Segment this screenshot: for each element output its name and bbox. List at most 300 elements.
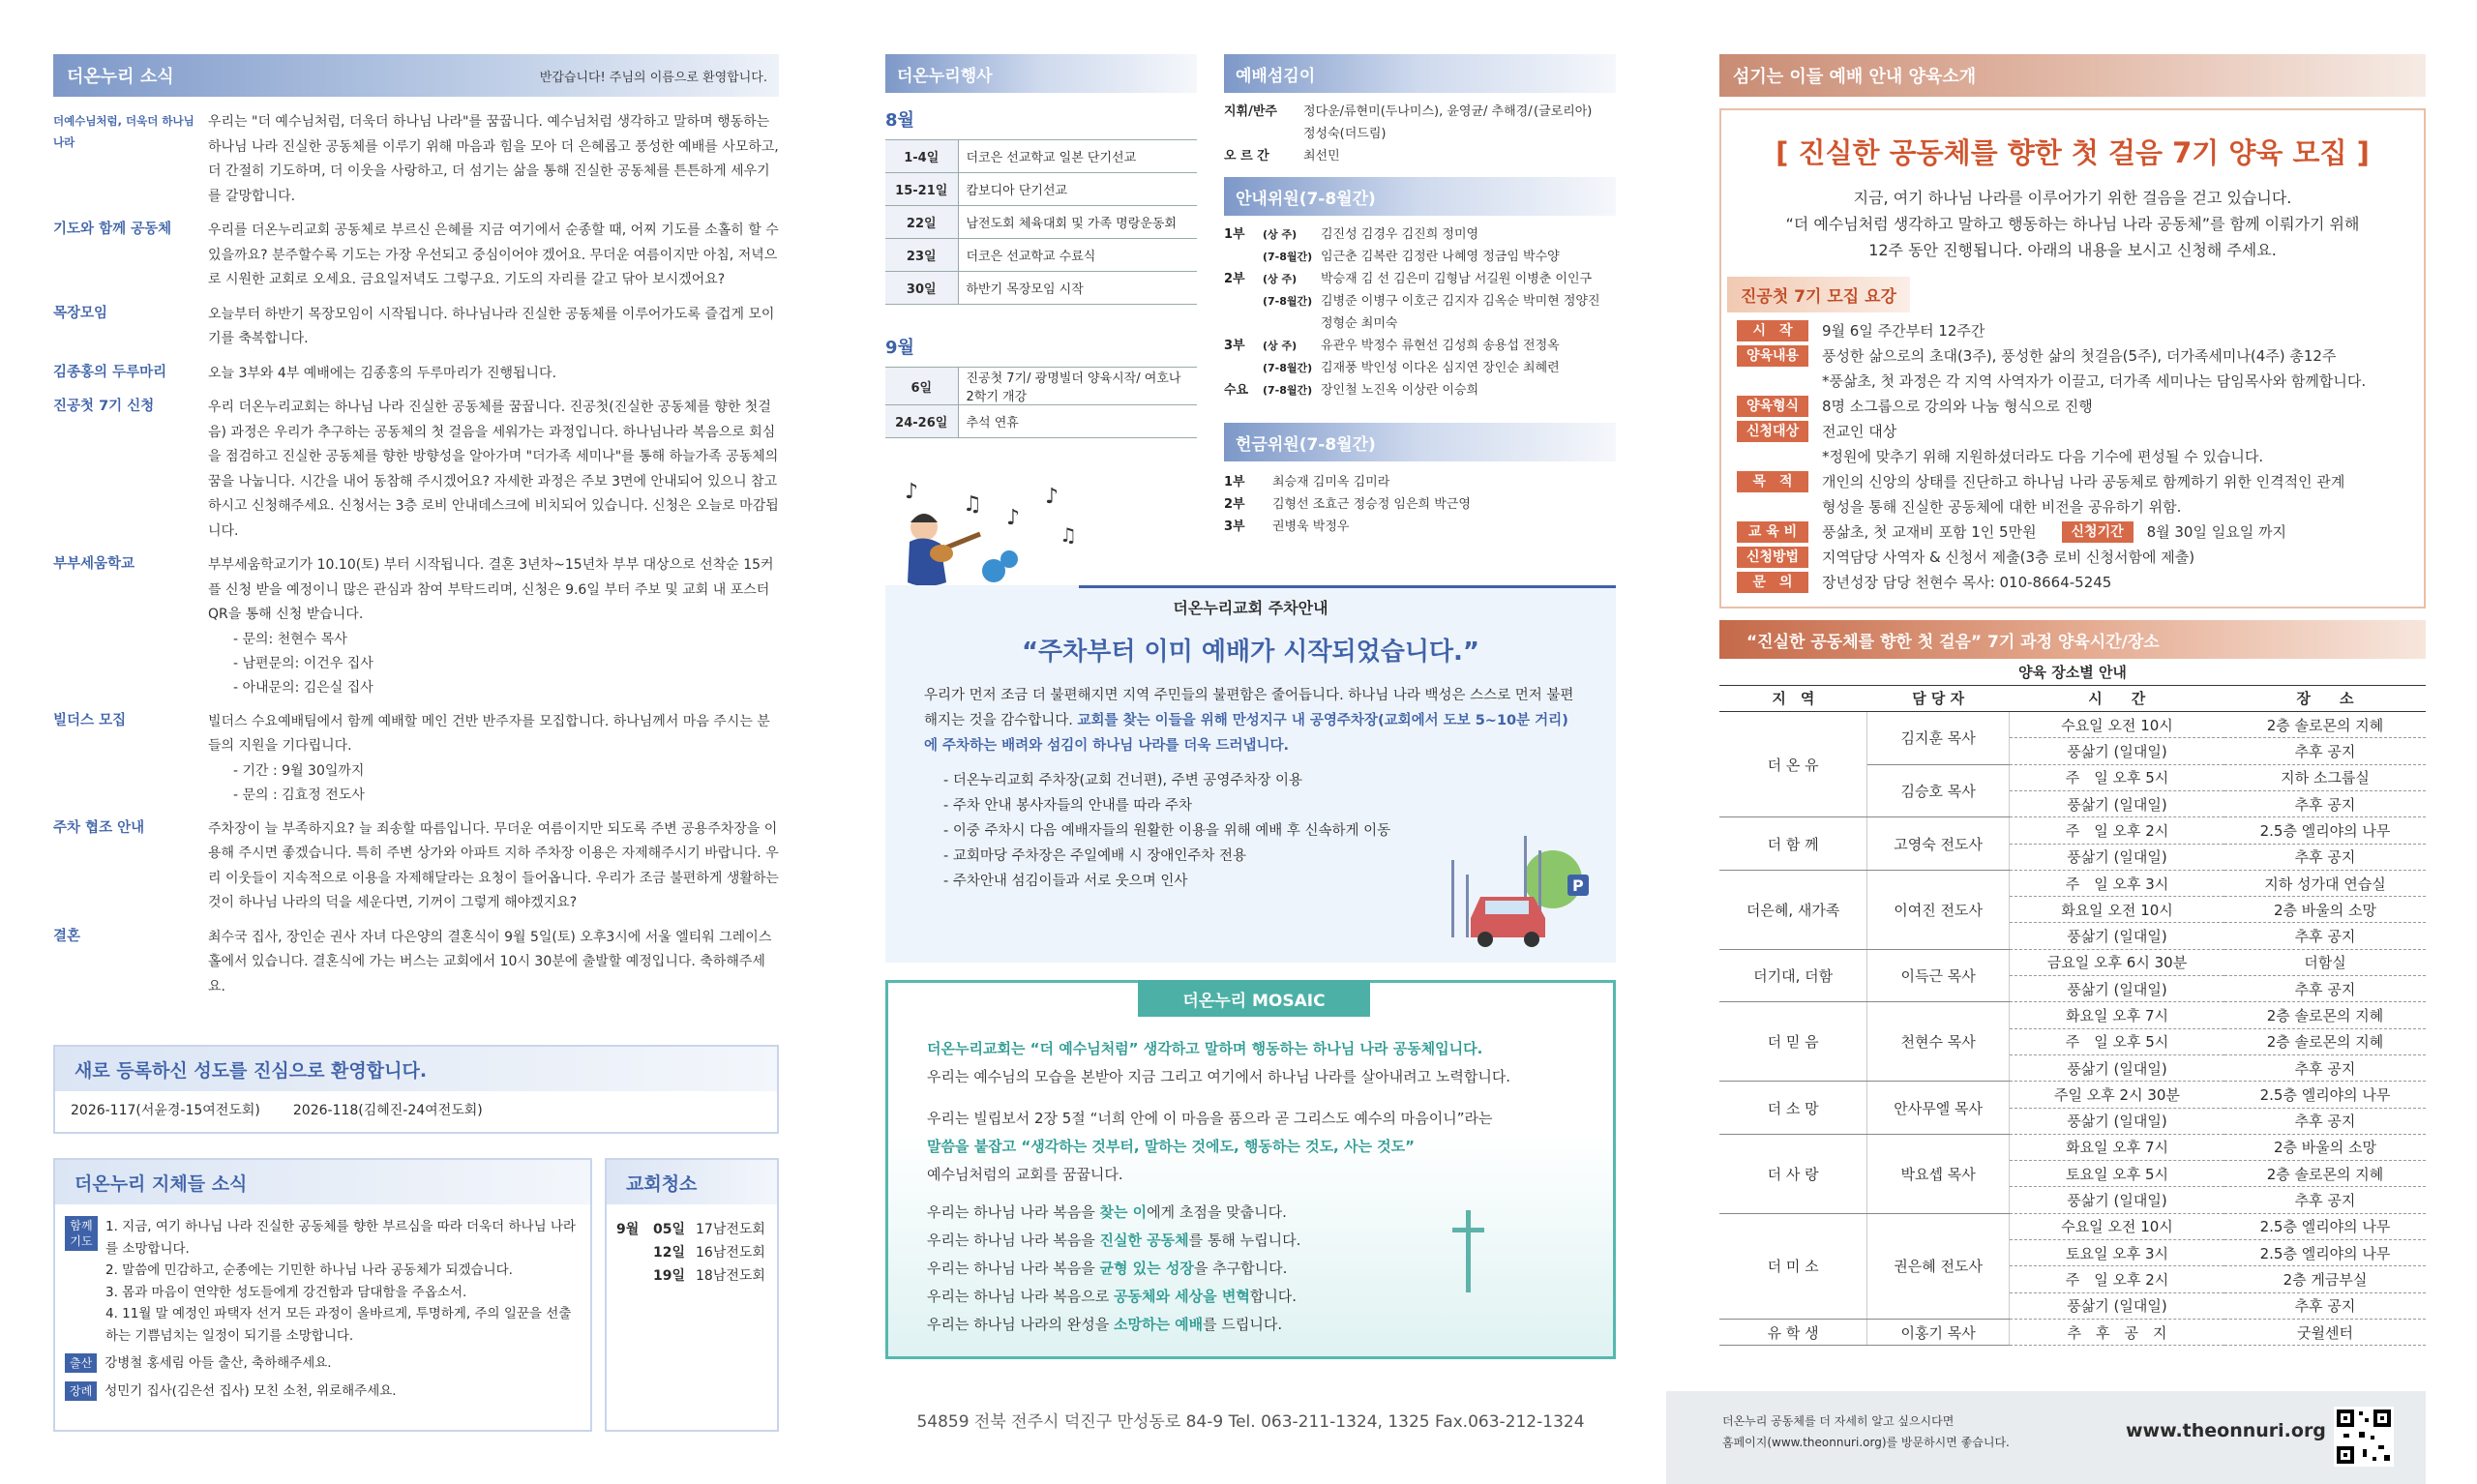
guide-type: (7-8월간) xyxy=(1263,384,1313,397)
schedule-region: 더 함 께 xyxy=(1719,817,1867,871)
news-item xyxy=(53,219,779,293)
cross-icon xyxy=(1445,1210,1493,1297)
schedule-col-header: 시 간 xyxy=(2009,685,2224,711)
news-text: 오늘부터 하반기 목장모임이 시작됩니다. 하나님나라 진실한 공동체를 이루어가도록 즐겁게 모이기를 축복합니다. xyxy=(208,306,775,346)
news-item xyxy=(53,396,779,544)
news-sub: - 문의: 천현수 목사 xyxy=(233,631,347,647)
guide-row xyxy=(1224,223,1616,246)
event-date: 24-26일 xyxy=(885,405,958,438)
news-subtitle: 반갑습니다! 주님의 이름으로 환영합니다. xyxy=(539,70,767,85)
news-title: 더온누리 소식 xyxy=(67,67,174,87)
guide-type: (상 주) xyxy=(1263,273,1298,285)
cleaning-title: 교회청소 xyxy=(607,1160,777,1204)
mosaic-line-text: 를 통해 누립니다. xyxy=(1188,1232,1301,1249)
schedule-leader: 이득근 목사 xyxy=(1867,949,2010,1002)
news-sub: - 문의 : 김효정 전도사 xyxy=(233,787,365,803)
cleaning-box xyxy=(605,1158,779,1432)
cleaning-team: 17남전도회 xyxy=(696,1222,765,1237)
schedule-row xyxy=(1719,817,2426,844)
schedule-header: “진실한 공동체를 향한 첫 걸음” 7기 과정 양육시간/장소 xyxy=(1719,620,2426,659)
mosaic-line-highlight: 찾는 이 xyxy=(1099,1203,1148,1221)
offering-names: 김형선 조효근 정승정 임은희 박근영 xyxy=(1272,497,1471,512)
recruit-label xyxy=(1737,371,1808,392)
recruit-value: 9월 6일 주간부터 12주간 xyxy=(1822,322,1985,340)
recruit-row xyxy=(1721,444,2424,469)
schedule-time: 화요일 오후 7시 xyxy=(2009,1002,2224,1028)
prayer-item: 2. 말씀에 민감하고, 순종에는 기민한 하나님 나라 공동체가 되겠습니다. xyxy=(105,1262,513,1278)
guide-row xyxy=(1224,290,1616,335)
schedule-header-row xyxy=(1719,685,2426,711)
worship-row xyxy=(1224,145,1616,167)
birth-news: 강병철 홍세림 아들 출산, 축하해주세요. xyxy=(104,1355,332,1371)
offering-row xyxy=(1224,493,1616,516)
news-item xyxy=(53,362,779,387)
schedule-place: 더함실 xyxy=(2224,949,2426,975)
event-title: 캄보디아 단기선교 xyxy=(958,173,1197,206)
guide-names: 박승재 김 선 김은미 김형남 서길원 이병춘 이인구 xyxy=(1321,272,1593,286)
qr-code-icon[interactable] xyxy=(2334,1407,2394,1467)
schedule-time: 주 일 오후 5시 xyxy=(2009,764,2224,790)
news-sub: - 아내문의: 김은실 집사 xyxy=(233,679,373,696)
recruit-intro: 12주 동안 진행됩니다. 아래의 내용을 보시고 신청해 주세요. xyxy=(1868,241,2277,259)
offering-service: 3부 xyxy=(1224,519,1245,534)
schedule-row xyxy=(1719,712,2426,738)
mosaic-line-highlight: 진실한 공동체 xyxy=(1099,1232,1189,1249)
guide-row xyxy=(1224,357,1616,379)
recruit-label: 양육내용 xyxy=(1737,345,1808,367)
music-illustration-icon xyxy=(885,474,1084,595)
svg-text:♪: ♪ xyxy=(1045,485,1059,509)
schedule-time: 풍삶기 (일대일) xyxy=(2009,790,2224,816)
mosaic-line-text: 우리는 하나님 나라 복음을 xyxy=(927,1203,1100,1221)
recruit-row xyxy=(1721,469,2424,494)
schedule-place: 추후 공지 xyxy=(2224,976,2426,1002)
mosaic-text: 말씀을 붙잡고 “생각하는 것부터, 말하는 것에도, 행동하는 것도, 사는 것도” xyxy=(927,1138,1416,1155)
mosaic-line-highlight: 공동체와 세상을 변혁 xyxy=(1113,1288,1250,1305)
cleaning-month: 9월 xyxy=(616,1222,640,1237)
mosaic-line xyxy=(927,1227,1613,1255)
recruit-label: 신청대상 xyxy=(1737,421,1808,442)
schedule-region: 더 소 망 xyxy=(1719,1082,1867,1135)
schedule-time: 주 일 오후 5시 xyxy=(2009,1028,2224,1054)
news-item xyxy=(53,710,779,808)
event-row xyxy=(885,368,1197,405)
guide-header: 안내위원(7-8월간) xyxy=(1224,177,1616,216)
recruit-value: 풍삶초, 첫 교재비 포함 1인 5만원 xyxy=(1822,523,2037,541)
cleaning-team: 18남전도회 xyxy=(696,1268,765,1284)
news-text: 부부세움학교기가 10.10(토) 부터 시작됩니다. 결혼 3년차~15년차 부부 대상으로 선착순 15커플 신청 받을 예정이니 많은 관심과 참여 부탁드리며, 신청은 9.6일 부터 주보 및 교회 내 포스터 QR을 통해 신청 받습니다. xyxy=(208,557,774,622)
branch-news-box xyxy=(53,1158,592,1432)
welcome-item: 2026-118(김혜진-24여전도회) xyxy=(292,1103,483,1118)
welcome-item: 2026-117(서윤경-15여전도회) xyxy=(71,1103,260,1118)
worship-role: 지휘/반주 xyxy=(1224,104,1277,119)
schedule-time: 풍삶기 (일대일) xyxy=(2009,1292,2224,1319)
recruit-subheader: 진공첫 7기 모집 요강 xyxy=(1727,277,1910,312)
offering-row xyxy=(1224,471,1616,493)
news-label: 부부세움학교 xyxy=(53,556,135,572)
recruit-label: 신청기간 xyxy=(2062,521,2134,543)
mosaic-line-text: 를 드립니다. xyxy=(1203,1316,1283,1333)
recruit-row xyxy=(1721,494,2424,519)
event-title: 추석 연휴 xyxy=(958,405,1197,438)
news-text: 우리는 "더 예수님처럼, 더욱더 하나님 나라"를 꿈꿉니다. 예수님처럼 생각하고 말하며 행동하는 하나님 나라 진실한 공동체를 이루기 위해 마음과 힘을 모아 더 은혜롭고 풍성한 예배를 사모하고, 더 간절히 기도하며, 더 이웃을 사랑하고, 더 섬기는 삶을 통해 진실한 공동체를 튼튼하게 세우기를 갈망합니다. xyxy=(208,114,779,204)
schedule-place: 2층 게금부실 xyxy=(2224,1266,2426,1292)
schedule-row xyxy=(1719,1082,2426,1108)
schedule-col-header: 장 소 xyxy=(2224,685,2426,711)
schedule-time: 풍삶기 (일대일) xyxy=(2009,1054,2224,1081)
schedule-leader: 이홍기 목사 xyxy=(1867,1319,2010,1345)
schedule-place: 2층 솔로몬의 지혜 xyxy=(2224,1002,2426,1028)
september-table xyxy=(885,367,1197,438)
parking-headline: “주차부터 이미 예배가 시작되었습니다.” xyxy=(1021,638,1480,667)
event-date: 15-21일 xyxy=(885,173,958,206)
schedule-place: 추후 공지 xyxy=(2224,790,2426,816)
schedule-region: 더 믿 음 xyxy=(1719,1002,1867,1082)
recruit-row xyxy=(1721,369,2424,394)
schedule-place: 2.5층 엘리야의 나무 xyxy=(2224,1240,2426,1266)
mosaic-line xyxy=(927,1199,1613,1227)
schedule-place: 2층 솔로몬의 지혜 xyxy=(2224,712,2426,738)
schedule-time: 수요일 오전 10시 xyxy=(2009,1213,2224,1239)
events-header: 더온누리행사 xyxy=(885,54,1197,93)
schedule-place: 2.5층 엘리야의 나무 xyxy=(2224,1082,2426,1108)
news-text: 빌더스 수요예배팀에서 함께 예배할 메인 건반 반주자를 모집합니다. 하나님께서 마음 주시는 분들의 지원을 기다립니다. xyxy=(208,713,770,754)
guide-names: 임근춘 김복란 김정란 나혜영 정금임 박수양 xyxy=(1321,250,1560,264)
news-body xyxy=(208,110,779,209)
guide-row xyxy=(1224,335,1616,357)
prayer-item: 3. 몸과 마음이 연약한 성도들에게 강건함과 담대함을 주옵소서. xyxy=(105,1284,467,1300)
mosaic-line-text: 우리는 하나님 나라 복음을 xyxy=(927,1260,1100,1277)
event-date: 23일 xyxy=(885,239,958,272)
event-row xyxy=(885,239,1197,272)
mosaic-line xyxy=(927,1311,1613,1339)
schedule-leader: 김승호 목사 xyxy=(1867,764,2010,817)
svg-text:♫: ♫ xyxy=(1059,523,1077,547)
news-text: 우리 더온누리교회는 하나님 나라 진실한 공동체를 꿈꿉니다. 진공첫(진실한 공동체를 향한 첫걸음) 과정은 우리가 추구하는 공동체의 첫 걸음을 세워가는 과정입니다. 하나님나라 복음으로 회심을 점검하고 진실한 공동체를 향한 방향성을 알아가며 "더가족 세미나"를 통해 하늘가족 공동체의 꿈을 나눕니다. 시간을 내어 동참해 주시겠어요? 자세한 과정은 주보 3면에 안내되어 있으니 참고하시고 신청해주세요. 신청서는 3층 로비 안내데스크에 비치되어 있습니다. 신청은 오늘로 마감됩니다. xyxy=(208,400,779,539)
news-body xyxy=(208,362,779,387)
prayer-item: 4. 11월 말 예정인 파택자 선거 모든 과정이 올바르게, 투명하게, 주의 일꾼을 선출하는 기쁨넘치는 일정이 되기를 소망합니다. xyxy=(105,1306,572,1344)
schedule-place: 2층 솔로몬의 지혜 xyxy=(2224,1161,2426,1187)
website-link[interactable]: www.theonnuri.org xyxy=(2126,1420,2326,1441)
guide-names: 김진성 김경우 김진희 정미영 xyxy=(1321,227,1479,242)
mosaic-line-text: 합니다. xyxy=(1249,1288,1298,1305)
news-body xyxy=(208,710,779,808)
news-body xyxy=(208,926,779,1000)
news-body xyxy=(208,219,779,293)
schedule-time: 주일 오후 2시 30분 xyxy=(2009,1082,2224,1108)
parking-rule: - 교회마당 주차장은 주일예배 시 장애인주차 전용 xyxy=(943,848,1247,864)
recruit-row xyxy=(1721,394,2424,419)
recruit-label: 교 육 비 xyxy=(1737,521,1808,543)
schedule-row xyxy=(1719,949,2426,975)
cleaning-day: 05일 xyxy=(653,1222,686,1237)
column-training xyxy=(1719,0,2426,1484)
schedule-place: 추후 공지 xyxy=(2224,1292,2426,1319)
mosaic-line xyxy=(927,1283,1613,1311)
schedule-row xyxy=(1719,1213,2426,1239)
parking-section xyxy=(885,585,1616,963)
svg-text:♪: ♪ xyxy=(905,480,919,504)
training-header xyxy=(1719,54,2426,97)
cleaning-team: 16남전도회 xyxy=(696,1245,765,1261)
schedule-place: 추후 공지 xyxy=(2224,844,2426,870)
schedule-region: 유 학 생 xyxy=(1719,1319,1867,1345)
mosaic-text: 우리는 예수님의 모습을 본받아 지금 그리고 여기에서 하나님 나라를 살아내려고 노력합니다. xyxy=(927,1068,1511,1085)
guide-service: 수요 xyxy=(1224,383,1249,398)
mosaic-text: 예수님처럼의 교회를 꿈꿉니다. xyxy=(927,1166,1123,1183)
news-text: 오늘 3부와 4부 예배에는 김종홍의 두루마리가 진행됩니다. xyxy=(208,365,557,381)
recruit-value: *풍삶초, 첫 과정은 각 지역 사역자가 이끌고, 더가족 세미나는 담임목사와 함께합니다. xyxy=(1822,372,2367,390)
schedule-place: 굿윌센터 xyxy=(2224,1319,2426,1345)
news-header xyxy=(53,54,779,97)
schedule-time: 풍삶기 (일대일) xyxy=(2009,1108,2224,1134)
schedule-region: 더 미 소 xyxy=(1719,1213,1867,1319)
branch-news-title: 더온누리 지체들 소식 xyxy=(55,1160,590,1204)
news-text: 주차장이 늘 부족하지요? 늘 죄송할 따름입니다. 무더운 여름이지만 되도록 주변 공용주차장을 이용해 주시면 좋겠습니다. 특히 주변 상가와 아파트 지하 주차장 이용은 자제해주시기 바랍니다. 우리 이웃들이 지속적으로 이용을 자제해달라는 요청이 들어옵니다. 우리가 조금 불편하게 생활하는 것이 하나님 나라의 덕을 세운다면, 기꺼이 그렇게 해야겠지요? xyxy=(208,820,779,910)
worship-extra: (글로리아) xyxy=(1534,104,1593,119)
schedule-time: 풍삶기 (일대일) xyxy=(2009,844,2224,870)
guide-service: 1부 xyxy=(1224,227,1245,242)
worship-names: 정다운/류현미(두나미스), 윤영균/ 추해경/정성숙(더드림) xyxy=(1303,104,1533,141)
column-events xyxy=(885,0,1616,1484)
news-label: 목장모임 xyxy=(53,305,108,321)
schedule-region: 더 사 랑 xyxy=(1719,1134,1867,1213)
recruit-row xyxy=(1721,545,2424,570)
guide-names: 김재풍 박인성 이다온 심지연 장인순 최혜련 xyxy=(1321,361,1560,375)
mosaic-text: 우리는 빌립보서 2장 5절 “너희 안에 이 마음을 품으라 곧 그리스도 예수의 마음이니”라는 xyxy=(927,1110,1493,1127)
recruit-value: 형성을 통해 진실한 공동체에 대한 비전을 공유하기 위함. xyxy=(1822,498,2182,516)
schedule-leader: 안사무엘 목사 xyxy=(1867,1082,2010,1135)
mosaic-line-text: 을 추구합니다. xyxy=(1193,1260,1288,1277)
schedule-place: 2.5층 엘리야의 나무 xyxy=(2224,1213,2426,1239)
footer-box xyxy=(1666,1391,2426,1484)
recruit-row xyxy=(1721,419,2424,444)
schedule-row xyxy=(1719,1134,2426,1160)
schedule-place: 추후 공지 xyxy=(2224,738,2426,764)
event-row xyxy=(885,140,1197,173)
parking-rule: - 주차 안내 봉사자들의 안내를 따라 주차 xyxy=(943,798,1192,814)
news-sub: - 기간 : 9월 30일까지 xyxy=(233,762,365,779)
mosaic-line-text: 에게 초점을 맞춥니다. xyxy=(1147,1203,1287,1221)
welcome-box xyxy=(53,1045,779,1134)
recruit-box xyxy=(1719,108,2426,608)
funeral-tag: 장례 xyxy=(65,1381,97,1401)
cleaning-day: 19일 xyxy=(653,1268,686,1284)
guide-names: 유관우 박정수 류현선 김성희 송용섭 전정옥 xyxy=(1321,339,1560,353)
guide-row xyxy=(1224,379,1616,401)
schedule-time: 풍삶기 (일대일) xyxy=(2009,1187,2224,1213)
guide-service xyxy=(1224,290,1263,335)
schedule-leader: 이여진 전도사 xyxy=(1867,870,2010,949)
news-label: 결혼 xyxy=(53,928,81,944)
recruit-label xyxy=(1737,446,1808,467)
recruit-intro: “더 예수님처럼 생각하고 말하고 행동하는 하나님 나라 공동체”를 함께 이뤄가기 위해 xyxy=(1785,215,2360,233)
recruit-value: 지역담당 사역자 & 신청서 제출(3층 로비 신청서함에 제출) xyxy=(1822,549,2195,566)
schedule-place: 2.5층 엘리야의 나무 xyxy=(2224,817,2426,844)
event-row xyxy=(885,206,1197,239)
offering-service: 2부 xyxy=(1224,497,1245,512)
offering-service: 1부 xyxy=(1224,475,1245,490)
schedule-place: 지하 소그룹실 xyxy=(2224,764,2426,790)
guide-names: 장인철 노진옥 이상란 이승희 xyxy=(1321,383,1479,398)
event-row xyxy=(885,405,1197,438)
mosaic-line-text: 우리는 하나님 나라 복음을 xyxy=(927,1232,1100,1249)
worship-header: 예배섬김이 xyxy=(1224,54,1616,93)
mosaic-line-text: 우리는 하나님 나라 복음으로 xyxy=(927,1288,1114,1305)
worship-role: 오 르 간 xyxy=(1224,149,1269,163)
news-label: 기도와 함께 공동체 xyxy=(53,222,172,237)
recruit-label: 목 적 xyxy=(1737,471,1808,492)
schedule-time: 주 일 오후 2시 xyxy=(2009,817,2224,844)
schedule-col-header: 담 당 자 xyxy=(1867,685,2010,711)
event-date: 6일 xyxy=(885,368,958,405)
parking-rule: - 주차안내 섬김이들과 서로 웃으며 인사 xyxy=(943,874,1188,889)
schedule-top: 양육 장소별 안내 xyxy=(1719,659,2426,685)
guide-service xyxy=(1224,246,1263,268)
news-item xyxy=(53,110,779,209)
schedule-time: 토요일 오후 3시 xyxy=(2009,1240,2224,1266)
event-date: 22일 xyxy=(885,206,958,239)
guide-row xyxy=(1224,246,1616,268)
mosaic-line-highlight: 균형 있는 성장 xyxy=(1099,1260,1194,1277)
schedule-place: 2층 솔로몬의 지혜 xyxy=(2224,1028,2426,1054)
recruit-row xyxy=(1721,343,2424,369)
parking-illustration-icon xyxy=(1432,821,1597,957)
column-news xyxy=(53,0,779,1484)
parking-text: 우리가 먼저 조금 더 불편해지면 지역 주민들의 불편함은 줄어듭니다. 하나님 나라 백성은 스스로 먼저 불편해지는 것을 감수합니다. xyxy=(924,688,1574,728)
mosaic-line-highlight: 소망하는 예배 xyxy=(1113,1316,1204,1333)
parking-highlight: 교회를 찾는 이들을 위해 만성지구 내 공영주차장(교회에서 도보 5~10분 거리)에 주차하는 배려와 섬김이 하나님 나라를 더욱 드러냅니다. xyxy=(924,713,1568,754)
recruit-row xyxy=(1721,318,2424,343)
schedule-time: 풍삶기 (일대일) xyxy=(2009,976,2224,1002)
august-label: 8월 xyxy=(885,110,914,131)
news-body xyxy=(208,553,779,700)
schedule-place: 추후 공지 xyxy=(2224,1108,2426,1134)
schedule-place: 추후 공지 xyxy=(2224,923,2426,949)
news-list xyxy=(53,110,779,999)
welcome-title: 새로 등록하신 성도를 진심으로 환영합니다. xyxy=(55,1047,777,1091)
event-title: 더코은 선교학교 일본 단기선교 xyxy=(958,140,1197,173)
schedule-top-row xyxy=(1719,659,2426,685)
news-item xyxy=(53,817,779,916)
recruit-label: 문 의 xyxy=(1737,572,1808,593)
mosaic-section xyxy=(885,980,1616,1359)
mosaic-text: 더온누리교회는 “더 예수님처럼” 생각하고 말하며 행동하는 하나님 나라 공동체입니다. xyxy=(927,1040,1483,1057)
recruit-intro: 지금, 여기 하나님 나라를 이루어가기 위한 걸음을 걷고 있습니다. xyxy=(1853,189,2292,207)
august-table xyxy=(885,139,1197,305)
recruit-value: 8월 30일 일요일 까지 xyxy=(2146,523,2286,541)
schedule-time: 주 일 오후 2시 xyxy=(2009,1266,2224,1292)
recruit-value: 전교인 대상 xyxy=(1822,423,1897,440)
offering-header: 헌금위원(7-8월간) xyxy=(1224,423,1616,461)
event-title: 하반기 목장모임 시작 xyxy=(958,272,1197,305)
event-date: 30일 xyxy=(885,272,958,305)
recruit-value: 8명 소그룹으로 강의와 나눔 형식으로 진행 xyxy=(1822,398,2093,415)
offering-row xyxy=(1224,516,1616,538)
guide-service: 2부 xyxy=(1224,272,1245,286)
news-item xyxy=(53,553,779,700)
recruit-row xyxy=(1721,570,2424,595)
guide-type: (상 주) xyxy=(1263,228,1298,241)
worship-row xyxy=(1224,101,1616,145)
recruit-value: *정원에 맞추기 위해 지원하셨더라도 다음 기수에 편성될 수 있습니다. xyxy=(1822,448,2264,465)
schedule-leader: 고영숙 전도사 xyxy=(1867,817,2010,871)
event-date: 1-4일 xyxy=(885,140,958,173)
schedule-row xyxy=(1719,870,2426,896)
guide-row xyxy=(1224,268,1616,290)
schedule-time: 주 일 오후 3시 xyxy=(2009,870,2224,896)
schedule-col-header: 지 역 xyxy=(1719,685,1867,711)
recruit-label: 양육형식 xyxy=(1737,396,1808,417)
guide-service xyxy=(1224,357,1263,379)
recruit-value: 개인의 신앙의 상태를 진단하고 하나님 나라 공동체로 함께하기 위한 인격적인 관계 xyxy=(1822,473,2345,490)
recruit-title: [ 진실한 공동체를 향한 첫 걸음 7기 양육 모집 ] xyxy=(1776,136,2370,169)
training-title: 섬기는 이들 예배 안내 양육소개 xyxy=(1733,67,1977,87)
september-label: 9월 xyxy=(885,338,914,358)
event-row xyxy=(885,272,1197,305)
svg-text:♫: ♫ xyxy=(963,492,982,517)
guide-service: 3부 xyxy=(1224,339,1245,353)
schedule-leader: 김지훈 목사 xyxy=(1867,712,2010,765)
recruit-label: 시 작 xyxy=(1737,320,1808,341)
event-row xyxy=(885,173,1197,206)
recruit-label xyxy=(1737,496,1808,518)
offering-names: 최승재 김미옥 김미라 xyxy=(1272,475,1390,490)
news-item xyxy=(53,303,779,352)
schedule-place: 추후 공지 xyxy=(2224,1187,2426,1213)
schedule-place: 2층 바울의 소망 xyxy=(2224,897,2426,923)
footer-text: 홈페이지(www.theonnuri.org)를 방문하시면 좋습니다. xyxy=(1722,1436,2010,1449)
cleaning-day: 12일 xyxy=(653,1245,686,1261)
mosaic-line-text: 우리는 하나님 나라의 완성을 xyxy=(927,1316,1114,1333)
recruit-row xyxy=(1721,519,2424,545)
guide-type: (7-8월간) xyxy=(1263,251,1313,263)
schedule-region: 더기대, 더함 xyxy=(1719,949,1867,1002)
news-label: 김종홍의 두루마리 xyxy=(53,364,167,380)
event-title: 진공첫 7기/ 광명빌더 양육시작/ 여호나 2학기 개강 xyxy=(958,368,1197,405)
event-title: 남전도회 체육대회 및 가족 명랑운동회 xyxy=(958,206,1197,239)
parking-rule: - 더온누리교회 주차장(교회 건너편), 주변 공영주차장 이용 xyxy=(943,773,1302,788)
recruit-value: 장년성장 담당 천현수 목사: 010-8664-5245 xyxy=(1822,574,2112,591)
svg-text:♪: ♪ xyxy=(1006,506,1021,530)
birth-tag: 출산 xyxy=(65,1353,97,1373)
funeral-news: 성민기 집사(김은선 집사) 모친 소천, 위로해주세요. xyxy=(104,1382,397,1399)
news-text: 우리를 더온누리교회 공동체로 부르신 은혜를 지금 여기에서 순종할 때, 어찌 기도를 소홀히 할 수 있을까요? 분주할수록 기도는 가장 우선되고 중심이어야 겠어요. 무더운 여름이지만 아침, 저녁으로 시원한 교회로 오세요. 금요일저녁도 그렇구요. 기도의 자리를 갈고 닦아 보시겠어요? xyxy=(208,223,779,287)
schedule-place: 2층 바울의 소망 xyxy=(2224,1134,2426,1160)
schedule-place: 지하 성가대 연습실 xyxy=(2224,870,2426,896)
news-body xyxy=(208,396,779,544)
schedule-region: 더 온 유 xyxy=(1719,712,1867,817)
news-text: 최수국 집사, 장인순 권사 자녀 다은양의 결혼식이 9월 5일(토) 오후3시에 서울 엘티워 그레이스홀에서 있습니다. 결혼식에 가는 버스는 교회에서 10시 30분에 출발할 예정입니다. 축하해주세요. xyxy=(208,929,772,994)
guide-type: (상 주) xyxy=(1263,340,1298,352)
schedule-leader: 권은혜 전도사 xyxy=(1867,1213,2010,1319)
recruit-value: 풍성한 삶으로의 초대(3주), 풍성한 삶의 첫걸음(5주), 더가족세미나(4주) 총12주 xyxy=(1822,347,2337,365)
prayer-item: 1. 지금, 여기 하나님 나라 진실한 공동체를 향한 부르심을 따라 더욱더 하나님 나라를 소망합니다. xyxy=(105,1219,576,1257)
news-label: 진공첫 7기 신청 xyxy=(53,399,155,414)
schedule-time: 수요일 오전 10시 xyxy=(2009,712,2224,738)
schedule-row xyxy=(1719,1319,2426,1345)
news-body xyxy=(208,817,779,916)
schedule-table xyxy=(1719,659,2426,1346)
mosaic-title: 더온누리 MOSAIC xyxy=(1138,980,1370,1017)
guide-type: (7-8월간) xyxy=(1263,295,1313,308)
schedule-time: 풍삶기 (일대일) xyxy=(2009,738,2224,764)
offering-names: 권병욱 박정우 xyxy=(1272,519,1350,534)
news-label: 주차 협조 안내 xyxy=(53,819,145,836)
news-sub: - 남편문의: 이건우 집사 xyxy=(233,655,373,671)
events-section xyxy=(885,54,1197,438)
schedule-leader: 박요셉 목사 xyxy=(1867,1134,2010,1213)
